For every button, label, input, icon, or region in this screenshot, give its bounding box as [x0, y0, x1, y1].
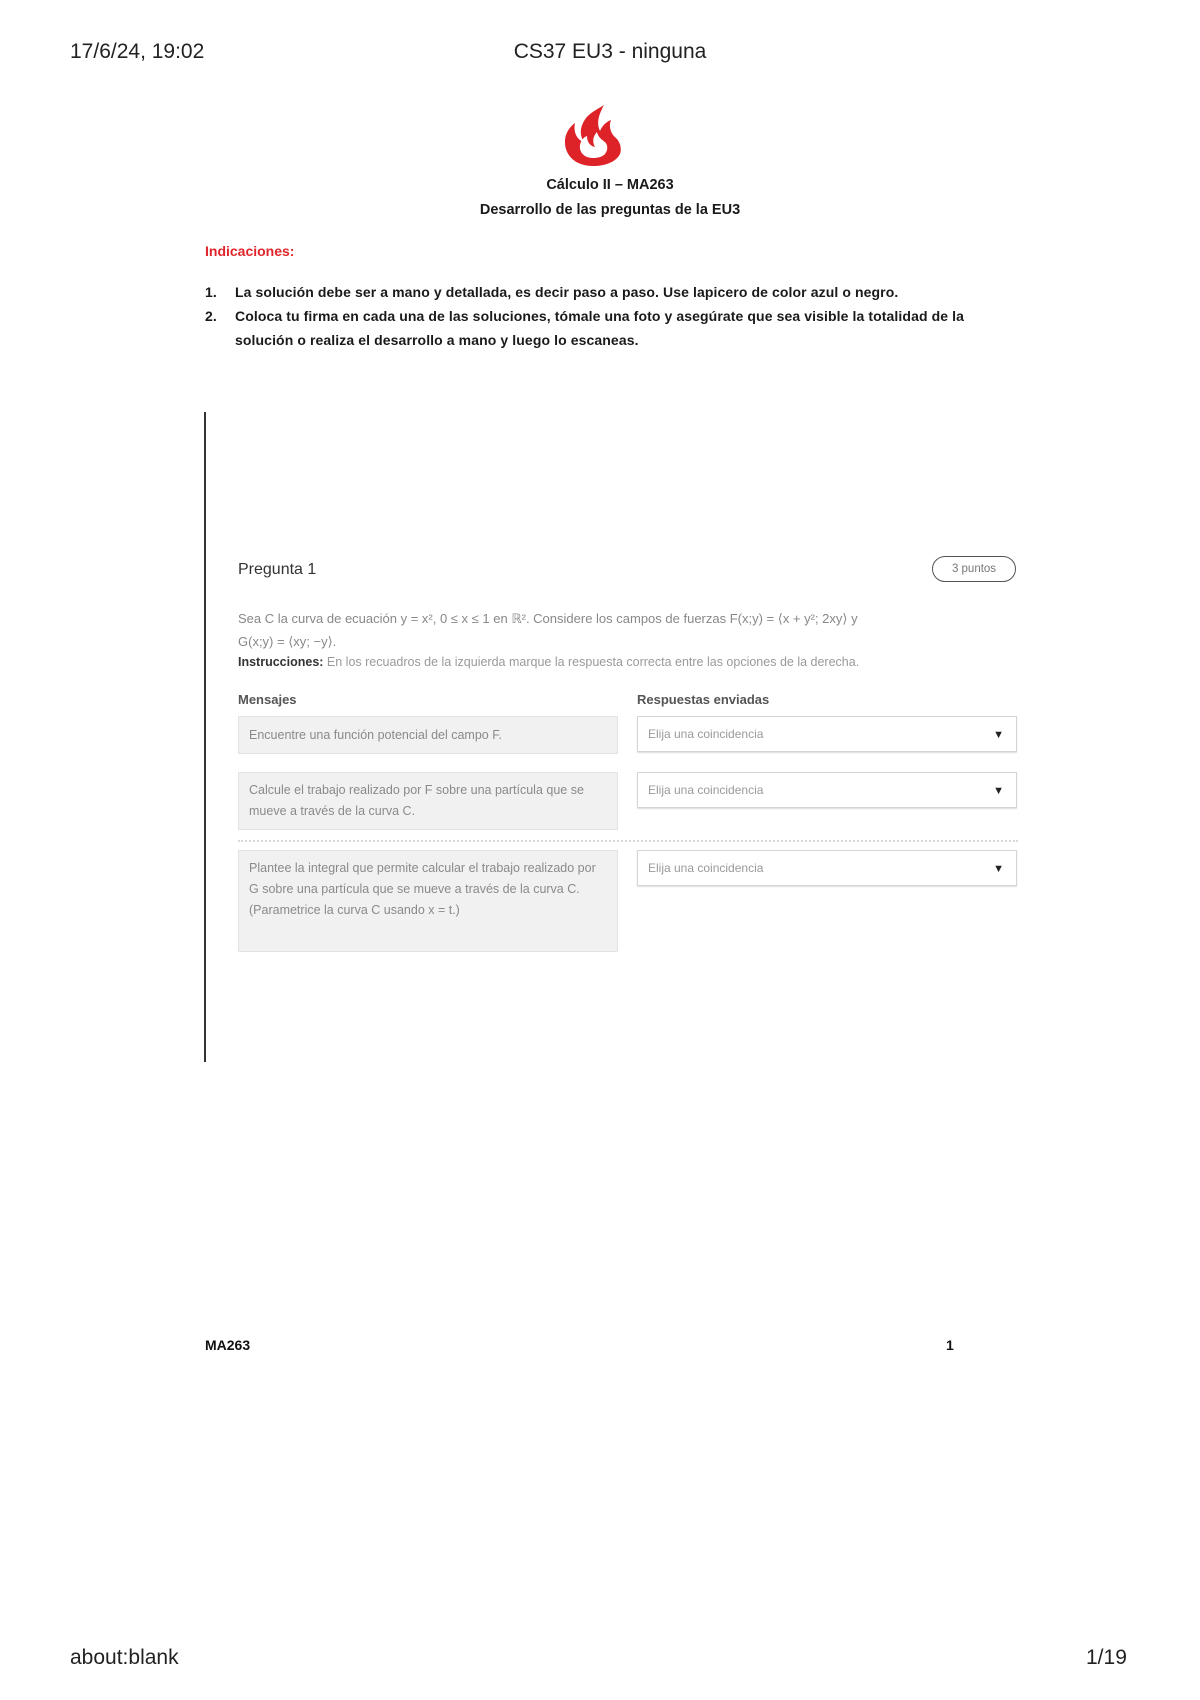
indicaciones-heading: Indicaciones: — [205, 243, 295, 259]
print-page-counter: 1/19 — [1086, 1646, 1127, 1669]
message-box: Plantee la integral que permite calcular el trabajo realizado por G sobre una partícula que se mueve a través de la curva C. (Parametrice la curva C usando x = t.) — [238, 850, 618, 952]
answer-select-value: Elija una coincidencia — [648, 861, 764, 875]
caret-down-icon: ▼ — [993, 785, 1004, 797]
answer-select[interactable] — [637, 772, 1017, 808]
instruction-item — [205, 304, 1025, 352]
instruction-text: Coloca tu firma en cada una de las soluciones, tómale una foto y asegúrate que sea visible la totalidad de la solución o realiza el desarrollo a mano y luego lo escaneas. — [235, 308, 964, 348]
document-title: Cálculo II – MA263 — [546, 177, 674, 193]
question-instructions-text: En los recuadros de la izquierda marque la respuesta correcta entre las opciones de la derecha. — [323, 655, 860, 669]
instruction-number: 2. — [205, 308, 217, 324]
question-instructions-label: Instrucciones: — [238, 655, 324, 669]
instructions-list — [205, 280, 1025, 352]
item-divider — [238, 840, 1018, 842]
answer-select[interactable] — [637, 716, 1017, 752]
message-box: Encuentre una función potencial del campo F. — [238, 716, 618, 754]
message-box: Calcule el trabajo realizado por F sobre una partícula que se mueve a través de la curva C. — [238, 772, 618, 830]
document-tab-title: CS37 EU3 - ninguna — [513, 40, 707, 63]
document-subtitle: Desarrollo de las preguntas de la EU3 — [479, 202, 741, 218]
screenshot-left-border — [204, 412, 206, 1062]
caret-down-icon: ▼ — [993, 863, 1004, 875]
messages-column-header: Mensajes — [238, 692, 297, 707]
print-datetime: 17/6/24, 19:02 — [70, 40, 205, 63]
caret-down-icon: ▼ — [993, 729, 1004, 741]
question-statement — [238, 607, 1028, 653]
points-badge: 3 puntos — [932, 556, 1016, 582]
question-title: Pregunta 1 — [238, 561, 317, 578]
upc-flame-logo-icon — [560, 104, 626, 168]
question-statement-line: G(x;y) = ⟨xy; −y⟩. — [238, 634, 337, 649]
instruction-text: La solución debe ser a mano y detallada, es decir paso a paso. Use lapicero de color azul o negro. — [235, 284, 899, 300]
footer-page-number: 1 — [946, 1337, 954, 1353]
instruction-number: 1. — [205, 284, 217, 300]
answer-select-value: Elija una coincidencia — [648, 783, 764, 797]
question-instructions — [238, 655, 1038, 669]
instruction-item — [205, 280, 1025, 304]
print-url: about:blank — [70, 1646, 179, 1669]
footer-course-code: MA263 — [205, 1337, 251, 1353]
answer-select[interactable] — [637, 850, 1017, 886]
answers-column-header: Respuestas enviadas — [637, 692, 770, 707]
question-statement-line: Sea C la curva de ecuación y = x², 0 ≤ x ≤ 1 en ℝ². Considere los campos de fuerzas F(x;y) = ⟨x + y²; 2xy⟩ y — [238, 611, 858, 626]
answer-select-value: Elija una coincidencia — [648, 727, 764, 741]
